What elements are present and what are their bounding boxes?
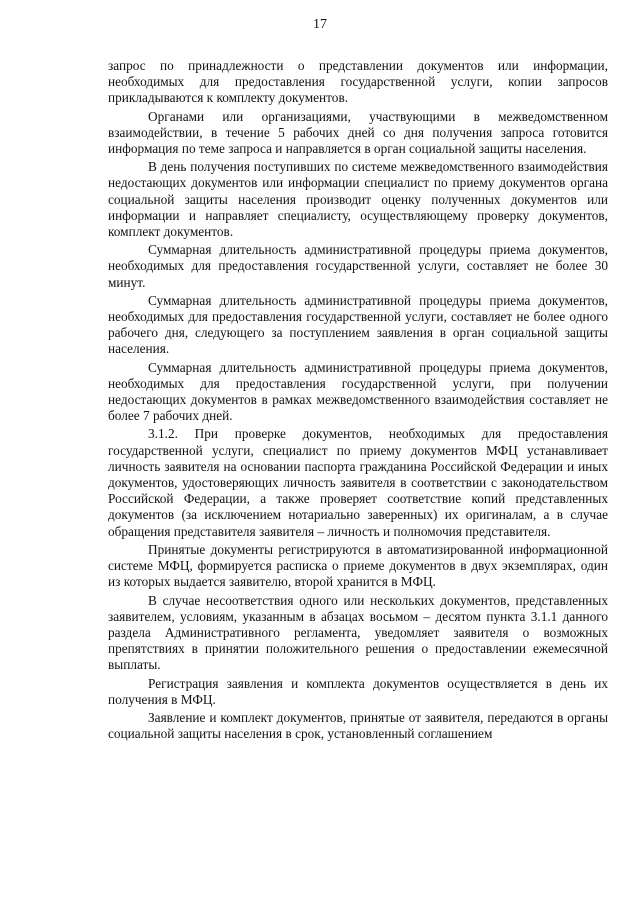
paragraph: Органами или организациями, участвующими в межведомственном взаимодействии, в течение 5 рабочих дней со дня получения запроса готовится информация по теме запроса и направляется в орган социальной защиты населения. bbox=[108, 108, 608, 157]
document-body bbox=[108, 58, 608, 744]
paragraph: Суммарная длительность административной процедуры приема документов, необходимых для предоставления государственной услуги, при получении недостающих документов в рамках межведомственного взаимодействия составляет не более 7 рабочих дней. bbox=[108, 359, 608, 424]
paragraph: В день получения поступивших по системе межведомственного взаимодействия недостающих документов или информации специалист по приему документов органа социальной защиты населения производит оценку полученных документов или информации и направляет специалисту, осуществляющему проверку документов, комплект документов. bbox=[108, 159, 608, 240]
page-number: 17 bbox=[313, 17, 327, 32]
paragraph: В случае несоответствия одного или нескольких документов, представленных заявителем, условиям, указанным в абзацах восьмом – десятом пункта 3.1.1 данного раздела Административного регламента, уведомляет заявителя о возможных препятствиях в принятии положительного решения о предоставлении ежемесячной выплаты. bbox=[108, 592, 608, 673]
paragraph: Принятые документы регистрируются в автоматизированной информационной системе МФЦ, формируется расписка о приеме документов в двух экземплярах, один из которых выдается заявителю, второй хранится в МФЦ. bbox=[108, 541, 608, 590]
paragraph: 3.1.2. При проверке документов, необходимых для предоставления государственной услуги, специалист по приему документов МФЦ устанавливает личность заявителя на основании паспорта гражданина Российской Федерации и иных документов, удостоверяющих личность заявителя в соответствии с законодательством Российской Федерации, а также проверяет соответствие копий представленных документов (за исключением нотариально заверенных) их оригиналам, а в случае обращения представителя заявителя – личность и полномочия представителя. bbox=[108, 426, 608, 539]
paragraph: Суммарная длительность административной процедуры приема документов, необходимых для предоставления государственной услуги, составляет не более 30 минут. bbox=[108, 242, 608, 290]
paragraph: запрос по принадлежности о представлении документов или информации, необходимых для предоставления государственной услуги, копии запросов прикладываются к комплекту документов. bbox=[108, 58, 608, 106]
paragraph: Регистрация заявления и комплекта документов осуществляется в день их получения в МФЦ. bbox=[108, 675, 608, 707]
paragraph: Суммарная длительность административной процедуры приема документов, необходимых для предоставления государственной услуги, составляет не более одного рабочего дня, следующего за поступлением заявления в орган социальной защиты населения. bbox=[108, 292, 608, 357]
paragraph: Заявление и комплект документов, принятые от заявителя, передаются в органы социальной защиты населения в срок, установленный соглашением bbox=[108, 709, 608, 742]
